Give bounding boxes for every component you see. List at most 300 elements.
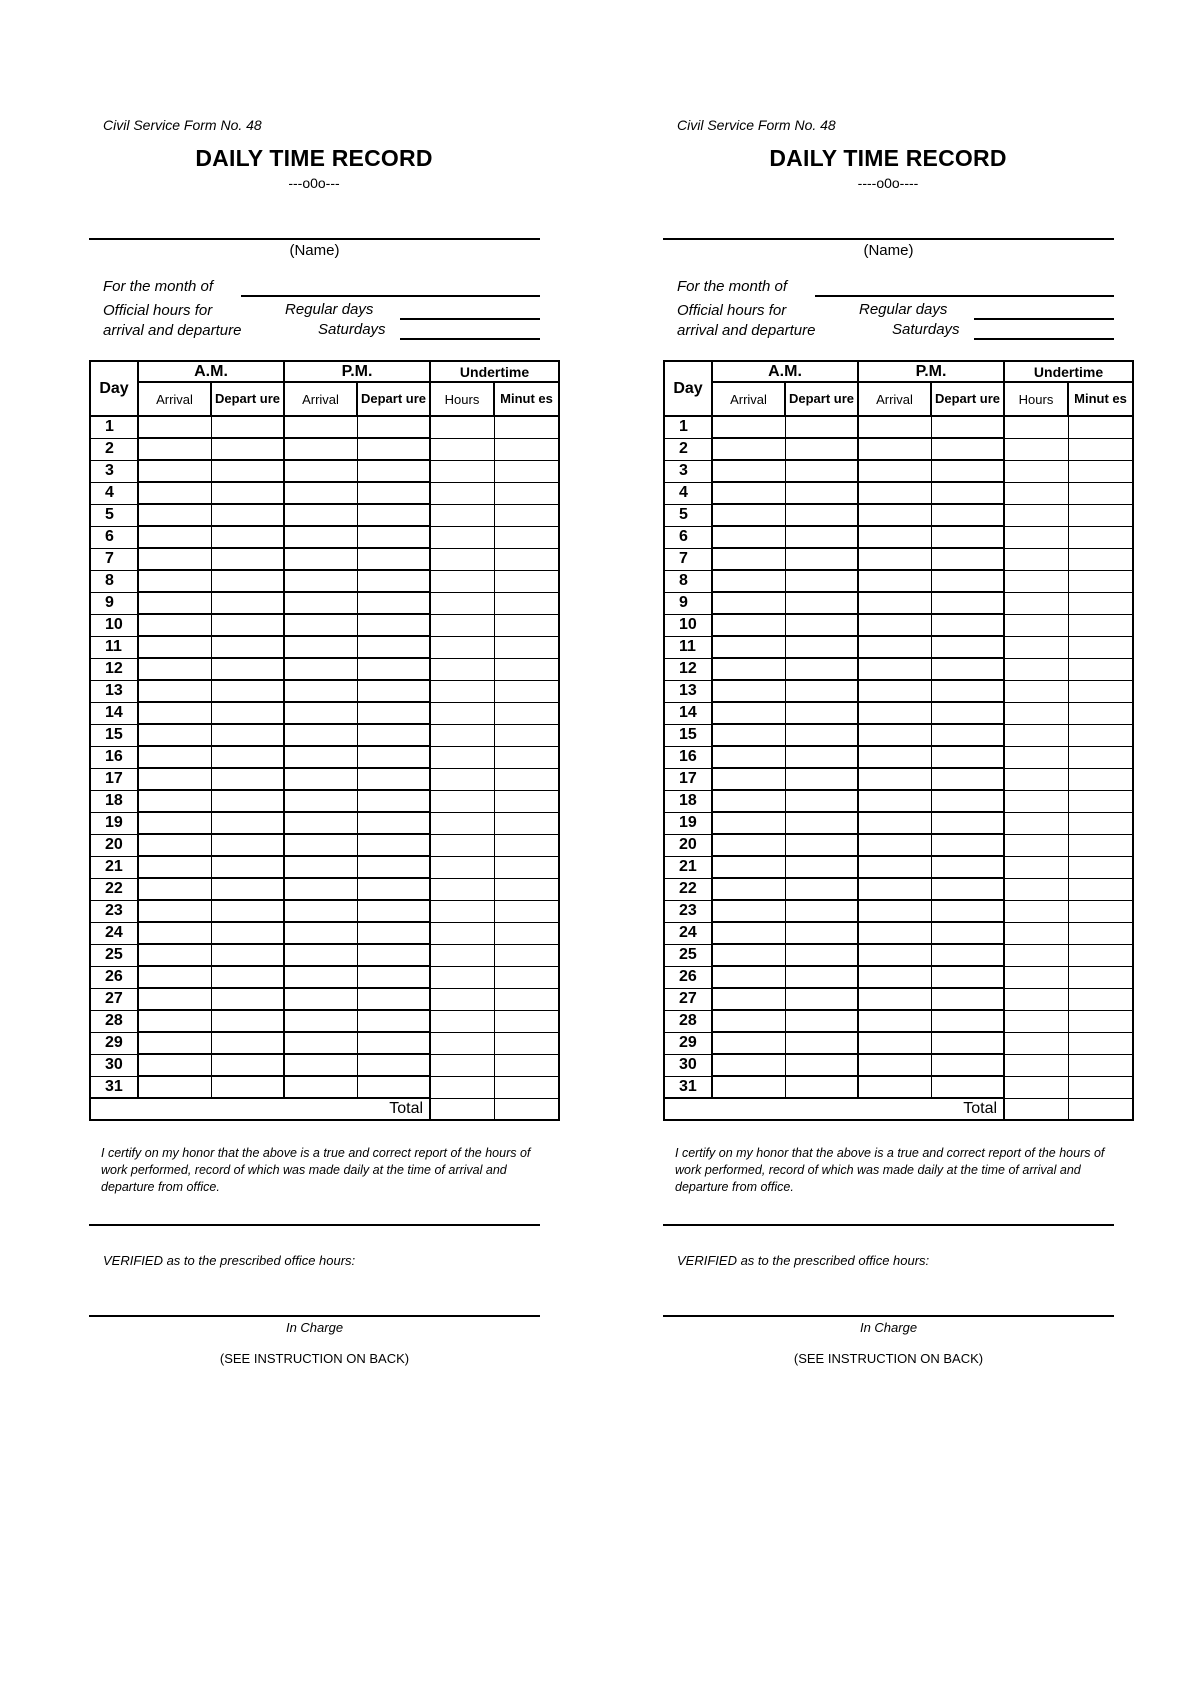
am-arrival-cell[interactable] bbox=[138, 460, 211, 482]
pm-departure-cell[interactable] bbox=[357, 614, 430, 636]
am-arrival-cell[interactable] bbox=[138, 878, 211, 900]
am-arrival-cell[interactable] bbox=[138, 614, 211, 636]
undertime-minutes-cell[interactable] bbox=[494, 922, 559, 944]
undertime-hours-cell[interactable] bbox=[430, 900, 494, 922]
signature-field[interactable] bbox=[89, 1224, 540, 1226]
undertime-hours-cell[interactable] bbox=[430, 790, 494, 812]
pm-arrival-cell[interactable] bbox=[284, 504, 357, 526]
undertime-hours-cell[interactable] bbox=[430, 856, 494, 878]
pm-departure-cell[interactable] bbox=[357, 746, 430, 768]
pm-departure-cell[interactable] bbox=[357, 570, 430, 592]
undertime-minutes-cell[interactable] bbox=[1068, 1076, 1133, 1098]
undertime-minutes-cell[interactable] bbox=[494, 526, 559, 548]
regular-days-field[interactable] bbox=[974, 318, 1114, 320]
undertime-hours-cell[interactable] bbox=[1004, 460, 1068, 482]
am-departure-cell[interactable] bbox=[211, 614, 284, 636]
undertime-minutes-cell[interactable] bbox=[494, 658, 559, 680]
undertime-hours-cell[interactable] bbox=[430, 768, 494, 790]
pm-departure-cell[interactable] bbox=[357, 856, 430, 878]
am-arrival-cell[interactable] bbox=[712, 746, 785, 768]
undertime-hours-cell[interactable] bbox=[1004, 438, 1068, 460]
am-arrival-cell[interactable] bbox=[712, 504, 785, 526]
undertime-minutes-cell[interactable] bbox=[1068, 1010, 1133, 1032]
undertime-hours-cell[interactable] bbox=[1004, 1054, 1068, 1076]
pm-departure-cell[interactable] bbox=[931, 878, 1004, 900]
undertime-minutes-cell[interactable] bbox=[494, 636, 559, 658]
am-departure-cell[interactable] bbox=[785, 680, 858, 702]
undertime-hours-cell[interactable] bbox=[430, 658, 494, 680]
am-departure-cell[interactable] bbox=[785, 812, 858, 834]
name-field[interactable] bbox=[663, 238, 1114, 240]
am-arrival-cell[interactable] bbox=[138, 724, 211, 746]
undertime-minutes-cell[interactable] bbox=[1068, 592, 1133, 614]
undertime-hours-cell[interactable] bbox=[430, 482, 494, 504]
pm-arrival-cell[interactable] bbox=[284, 526, 357, 548]
total-minutes-cell[interactable] bbox=[1068, 1098, 1133, 1120]
undertime-minutes-cell[interactable] bbox=[494, 724, 559, 746]
pm-arrival-cell[interactable] bbox=[858, 944, 931, 966]
total-hours-cell[interactable] bbox=[1004, 1098, 1068, 1120]
pm-arrival-cell[interactable] bbox=[858, 1054, 931, 1076]
undertime-minutes-cell[interactable] bbox=[494, 416, 559, 438]
undertime-minutes-cell[interactable] bbox=[1068, 724, 1133, 746]
undertime-hours-cell[interactable] bbox=[430, 944, 494, 966]
pm-arrival-cell[interactable] bbox=[858, 482, 931, 504]
pm-departure-cell[interactable] bbox=[931, 438, 1004, 460]
pm-departure-cell[interactable] bbox=[357, 988, 430, 1010]
pm-departure-cell[interactable] bbox=[357, 658, 430, 680]
pm-arrival-cell[interactable] bbox=[858, 570, 931, 592]
am-departure-cell[interactable] bbox=[785, 482, 858, 504]
am-departure-cell[interactable] bbox=[211, 746, 284, 768]
am-arrival-cell[interactable] bbox=[138, 592, 211, 614]
pm-arrival-cell[interactable] bbox=[858, 636, 931, 658]
month-field[interactable] bbox=[241, 295, 540, 297]
am-departure-cell[interactable] bbox=[211, 1032, 284, 1054]
pm-arrival-cell[interactable] bbox=[858, 746, 931, 768]
pm-departure-cell[interactable] bbox=[357, 702, 430, 724]
pm-departure-cell[interactable] bbox=[357, 438, 430, 460]
am-departure-cell[interactable] bbox=[211, 1076, 284, 1098]
am-departure-cell[interactable] bbox=[785, 592, 858, 614]
am-departure-cell[interactable] bbox=[785, 724, 858, 746]
undertime-minutes-cell[interactable] bbox=[494, 856, 559, 878]
undertime-hours-cell[interactable] bbox=[430, 680, 494, 702]
pm-departure-cell[interactable] bbox=[931, 548, 1004, 570]
am-departure-cell[interactable] bbox=[785, 1054, 858, 1076]
pm-arrival-cell[interactable] bbox=[858, 834, 931, 856]
undertime-minutes-cell[interactable] bbox=[494, 790, 559, 812]
am-departure-cell[interactable] bbox=[785, 614, 858, 636]
undertime-minutes-cell[interactable] bbox=[494, 812, 559, 834]
am-arrival-cell[interactable] bbox=[138, 790, 211, 812]
signature-field[interactable] bbox=[663, 1224, 1114, 1226]
am-departure-cell[interactable] bbox=[211, 966, 284, 988]
pm-arrival-cell[interactable] bbox=[858, 724, 931, 746]
undertime-minutes-cell[interactable] bbox=[1068, 746, 1133, 768]
am-arrival-cell[interactable] bbox=[138, 658, 211, 680]
pm-departure-cell[interactable] bbox=[357, 944, 430, 966]
undertime-hours-cell[interactable] bbox=[1004, 1010, 1068, 1032]
pm-departure-cell[interactable] bbox=[357, 900, 430, 922]
am-departure-cell[interactable] bbox=[211, 658, 284, 680]
undertime-minutes-cell[interactable] bbox=[494, 966, 559, 988]
am-departure-cell[interactable] bbox=[211, 438, 284, 460]
pm-arrival-cell[interactable] bbox=[284, 900, 357, 922]
am-arrival-cell[interactable] bbox=[712, 636, 785, 658]
am-departure-cell[interactable] bbox=[785, 636, 858, 658]
am-departure-cell[interactable] bbox=[785, 460, 858, 482]
am-arrival-cell[interactable] bbox=[138, 1032, 211, 1054]
pm-departure-cell[interactable] bbox=[931, 1076, 1004, 1098]
undertime-hours-cell[interactable] bbox=[1004, 834, 1068, 856]
undertime-hours-cell[interactable] bbox=[1004, 658, 1068, 680]
pm-arrival-cell[interactable] bbox=[284, 746, 357, 768]
pm-departure-cell[interactable] bbox=[931, 570, 1004, 592]
total-hours-cell[interactable] bbox=[430, 1098, 494, 1120]
undertime-hours-cell[interactable] bbox=[430, 416, 494, 438]
am-arrival-cell[interactable] bbox=[138, 966, 211, 988]
pm-arrival-cell[interactable] bbox=[284, 482, 357, 504]
pm-departure-cell[interactable] bbox=[931, 724, 1004, 746]
pm-arrival-cell[interactable] bbox=[284, 856, 357, 878]
am-departure-cell[interactable] bbox=[211, 988, 284, 1010]
pm-arrival-cell[interactable] bbox=[284, 438, 357, 460]
pm-arrival-cell[interactable] bbox=[858, 702, 931, 724]
am-arrival-cell[interactable] bbox=[138, 922, 211, 944]
am-arrival-cell[interactable] bbox=[138, 482, 211, 504]
am-arrival-cell[interactable] bbox=[712, 1010, 785, 1032]
am-departure-cell[interactable] bbox=[211, 724, 284, 746]
undertime-minutes-cell[interactable] bbox=[1068, 834, 1133, 856]
undertime-minutes-cell[interactable] bbox=[494, 548, 559, 570]
am-arrival-cell[interactable] bbox=[138, 636, 211, 658]
am-arrival-cell[interactable] bbox=[712, 944, 785, 966]
undertime-minutes-cell[interactable] bbox=[494, 834, 559, 856]
pm-departure-cell[interactable] bbox=[931, 812, 1004, 834]
undertime-hours-cell[interactable] bbox=[430, 812, 494, 834]
am-departure-cell[interactable] bbox=[785, 702, 858, 724]
pm-departure-cell[interactable] bbox=[931, 416, 1004, 438]
am-arrival-cell[interactable] bbox=[712, 1032, 785, 1054]
undertime-hours-cell[interactable] bbox=[430, 526, 494, 548]
undertime-hours-cell[interactable] bbox=[430, 702, 494, 724]
am-arrival-cell[interactable] bbox=[138, 900, 211, 922]
am-departure-cell[interactable] bbox=[211, 504, 284, 526]
pm-arrival-cell[interactable] bbox=[284, 724, 357, 746]
pm-departure-cell[interactable] bbox=[931, 944, 1004, 966]
undertime-hours-cell[interactable] bbox=[430, 570, 494, 592]
am-arrival-cell[interactable] bbox=[138, 570, 211, 592]
am-departure-cell[interactable] bbox=[211, 878, 284, 900]
undertime-hours-cell[interactable] bbox=[1004, 504, 1068, 526]
am-arrival-cell[interactable] bbox=[712, 1054, 785, 1076]
pm-departure-cell[interactable] bbox=[931, 790, 1004, 812]
am-departure-cell[interactable] bbox=[785, 944, 858, 966]
pm-departure-cell[interactable] bbox=[931, 504, 1004, 526]
pm-arrival-cell[interactable] bbox=[858, 790, 931, 812]
undertime-minutes-cell[interactable] bbox=[494, 570, 559, 592]
am-departure-cell[interactable] bbox=[785, 570, 858, 592]
undertime-minutes-cell[interactable] bbox=[1068, 988, 1133, 1010]
am-arrival-cell[interactable] bbox=[712, 812, 785, 834]
pm-departure-cell[interactable] bbox=[931, 988, 1004, 1010]
am-departure-cell[interactable] bbox=[785, 504, 858, 526]
am-departure-cell[interactable] bbox=[785, 900, 858, 922]
am-arrival-cell[interactable] bbox=[712, 834, 785, 856]
pm-departure-cell[interactable] bbox=[357, 548, 430, 570]
am-departure-cell[interactable] bbox=[211, 834, 284, 856]
pm-arrival-cell[interactable] bbox=[284, 966, 357, 988]
pm-departure-cell[interactable] bbox=[931, 922, 1004, 944]
pm-departure-cell[interactable] bbox=[357, 416, 430, 438]
pm-departure-cell[interactable] bbox=[357, 1076, 430, 1098]
pm-departure-cell[interactable] bbox=[357, 1032, 430, 1054]
undertime-hours-cell[interactable] bbox=[1004, 1076, 1068, 1098]
am-departure-cell[interactable] bbox=[785, 746, 858, 768]
undertime-minutes-cell[interactable] bbox=[494, 746, 559, 768]
pm-arrival-cell[interactable] bbox=[284, 548, 357, 570]
pm-arrival-cell[interactable] bbox=[284, 702, 357, 724]
pm-arrival-cell[interactable] bbox=[284, 416, 357, 438]
am-arrival-cell[interactable] bbox=[712, 878, 785, 900]
undertime-minutes-cell[interactable] bbox=[494, 614, 559, 636]
am-departure-cell[interactable] bbox=[211, 482, 284, 504]
am-arrival-cell[interactable] bbox=[138, 438, 211, 460]
undertime-hours-cell[interactable] bbox=[1004, 680, 1068, 702]
undertime-minutes-cell[interactable] bbox=[494, 900, 559, 922]
pm-arrival-cell[interactable] bbox=[858, 658, 931, 680]
undertime-hours-cell[interactable] bbox=[430, 724, 494, 746]
undertime-hours-cell[interactable] bbox=[430, 1032, 494, 1054]
am-departure-cell[interactable] bbox=[785, 438, 858, 460]
pm-departure-cell[interactable] bbox=[931, 1032, 1004, 1054]
undertime-minutes-cell[interactable] bbox=[1068, 636, 1133, 658]
undertime-hours-cell[interactable] bbox=[430, 1054, 494, 1076]
undertime-minutes-cell[interactable] bbox=[494, 988, 559, 1010]
undertime-hours-cell[interactable] bbox=[1004, 1032, 1068, 1054]
am-departure-cell[interactable] bbox=[785, 768, 858, 790]
pm-arrival-cell[interactable] bbox=[284, 790, 357, 812]
pm-arrival-cell[interactable] bbox=[858, 1010, 931, 1032]
am-arrival-cell[interactable] bbox=[138, 1010, 211, 1032]
am-departure-cell[interactable] bbox=[211, 790, 284, 812]
undertime-hours-cell[interactable] bbox=[1004, 636, 1068, 658]
am-departure-cell[interactable] bbox=[785, 856, 858, 878]
pm-departure-cell[interactable] bbox=[931, 856, 1004, 878]
am-departure-cell[interactable] bbox=[211, 1010, 284, 1032]
am-arrival-cell[interactable] bbox=[138, 416, 211, 438]
undertime-hours-cell[interactable] bbox=[430, 746, 494, 768]
pm-arrival-cell[interactable] bbox=[858, 438, 931, 460]
undertime-minutes-cell[interactable] bbox=[494, 1032, 559, 1054]
am-departure-cell[interactable] bbox=[785, 790, 858, 812]
am-arrival-cell[interactable] bbox=[712, 1076, 785, 1098]
undertime-hours-cell[interactable] bbox=[1004, 614, 1068, 636]
am-departure-cell[interactable] bbox=[785, 988, 858, 1010]
pm-arrival-cell[interactable] bbox=[284, 834, 357, 856]
undertime-minutes-cell[interactable] bbox=[494, 460, 559, 482]
pm-departure-cell[interactable] bbox=[931, 614, 1004, 636]
pm-arrival-cell[interactable] bbox=[284, 460, 357, 482]
pm-arrival-cell[interactable] bbox=[284, 636, 357, 658]
am-arrival-cell[interactable] bbox=[138, 944, 211, 966]
am-arrival-cell[interactable] bbox=[712, 460, 785, 482]
pm-arrival-cell[interactable] bbox=[858, 1032, 931, 1054]
am-departure-cell[interactable] bbox=[211, 526, 284, 548]
pm-arrival-cell[interactable] bbox=[858, 856, 931, 878]
regular-days-field[interactable] bbox=[400, 318, 540, 320]
undertime-minutes-cell[interactable] bbox=[1068, 812, 1133, 834]
am-arrival-cell[interactable] bbox=[712, 966, 785, 988]
pm-arrival-cell[interactable] bbox=[284, 812, 357, 834]
undertime-hours-cell[interactable] bbox=[430, 460, 494, 482]
pm-departure-cell[interactable] bbox=[357, 966, 430, 988]
undertime-minutes-cell[interactable] bbox=[494, 592, 559, 614]
pm-departure-cell[interactable] bbox=[357, 592, 430, 614]
pm-arrival-cell[interactable] bbox=[284, 878, 357, 900]
undertime-hours-cell[interactable] bbox=[430, 966, 494, 988]
pm-departure-cell[interactable] bbox=[357, 504, 430, 526]
undertime-minutes-cell[interactable] bbox=[494, 1054, 559, 1076]
pm-arrival-cell[interactable] bbox=[284, 592, 357, 614]
pm-arrival-cell[interactable] bbox=[858, 416, 931, 438]
undertime-hours-cell[interactable] bbox=[1004, 702, 1068, 724]
am-departure-cell[interactable] bbox=[211, 548, 284, 570]
pm-departure-cell[interactable] bbox=[931, 900, 1004, 922]
am-arrival-cell[interactable] bbox=[138, 746, 211, 768]
undertime-hours-cell[interactable] bbox=[1004, 746, 1068, 768]
undertime-minutes-cell[interactable] bbox=[494, 438, 559, 460]
undertime-hours-cell[interactable] bbox=[1004, 768, 1068, 790]
am-arrival-cell[interactable] bbox=[712, 900, 785, 922]
pm-departure-cell[interactable] bbox=[931, 482, 1004, 504]
undertime-minutes-cell[interactable] bbox=[1068, 680, 1133, 702]
undertime-hours-cell[interactable] bbox=[1004, 482, 1068, 504]
pm-departure-cell[interactable] bbox=[357, 724, 430, 746]
in-charge-signature-field[interactable] bbox=[663, 1315, 1114, 1317]
am-departure-cell[interactable] bbox=[785, 834, 858, 856]
total-minutes-cell[interactable] bbox=[494, 1098, 559, 1120]
undertime-hours-cell[interactable] bbox=[1004, 966, 1068, 988]
pm-departure-cell[interactable] bbox=[357, 526, 430, 548]
pm-departure-cell[interactable] bbox=[931, 526, 1004, 548]
undertime-hours-cell[interactable] bbox=[1004, 922, 1068, 944]
saturdays-field[interactable] bbox=[974, 338, 1114, 340]
undertime-minutes-cell[interactable] bbox=[1068, 922, 1133, 944]
undertime-hours-cell[interactable] bbox=[1004, 856, 1068, 878]
am-arrival-cell[interactable] bbox=[138, 548, 211, 570]
am-arrival-cell[interactable] bbox=[712, 658, 785, 680]
am-arrival-cell[interactable] bbox=[138, 526, 211, 548]
undertime-minutes-cell[interactable] bbox=[1068, 658, 1133, 680]
am-arrival-cell[interactable] bbox=[712, 526, 785, 548]
pm-departure-cell[interactable] bbox=[357, 1054, 430, 1076]
pm-arrival-cell[interactable] bbox=[284, 658, 357, 680]
pm-departure-cell[interactable] bbox=[357, 680, 430, 702]
undertime-minutes-cell[interactable] bbox=[494, 1076, 559, 1098]
pm-departure-cell[interactable] bbox=[931, 636, 1004, 658]
pm-arrival-cell[interactable] bbox=[858, 878, 931, 900]
am-departure-cell[interactable] bbox=[211, 1054, 284, 1076]
pm-arrival-cell[interactable] bbox=[284, 1076, 357, 1098]
undertime-hours-cell[interactable] bbox=[430, 438, 494, 460]
undertime-hours-cell[interactable] bbox=[430, 614, 494, 636]
am-arrival-cell[interactable] bbox=[138, 856, 211, 878]
undertime-minutes-cell[interactable] bbox=[494, 944, 559, 966]
undertime-minutes-cell[interactable] bbox=[1068, 548, 1133, 570]
am-departure-cell[interactable] bbox=[211, 702, 284, 724]
am-arrival-cell[interactable] bbox=[712, 614, 785, 636]
pm-arrival-cell[interactable] bbox=[858, 922, 931, 944]
am-arrival-cell[interactable] bbox=[138, 1054, 211, 1076]
undertime-minutes-cell[interactable] bbox=[1068, 900, 1133, 922]
undertime-hours-cell[interactable] bbox=[430, 988, 494, 1010]
pm-arrival-cell[interactable] bbox=[858, 988, 931, 1010]
pm-departure-cell[interactable] bbox=[357, 482, 430, 504]
am-departure-cell[interactable] bbox=[211, 856, 284, 878]
pm-departure-cell[interactable] bbox=[357, 768, 430, 790]
undertime-minutes-cell[interactable] bbox=[1068, 614, 1133, 636]
am-arrival-cell[interactable] bbox=[138, 768, 211, 790]
am-arrival-cell[interactable] bbox=[138, 504, 211, 526]
am-arrival-cell[interactable] bbox=[712, 922, 785, 944]
undertime-hours-cell[interactable] bbox=[430, 922, 494, 944]
am-departure-cell[interactable] bbox=[211, 636, 284, 658]
am-arrival-cell[interactable] bbox=[712, 702, 785, 724]
pm-arrival-cell[interactable] bbox=[858, 526, 931, 548]
am-arrival-cell[interactable] bbox=[712, 768, 785, 790]
pm-arrival-cell[interactable] bbox=[284, 1054, 357, 1076]
undertime-minutes-cell[interactable] bbox=[1068, 768, 1133, 790]
undertime-minutes-cell[interactable] bbox=[494, 702, 559, 724]
am-departure-cell[interactable] bbox=[785, 966, 858, 988]
pm-departure-cell[interactable] bbox=[931, 1054, 1004, 1076]
pm-arrival-cell[interactable] bbox=[858, 548, 931, 570]
pm-arrival-cell[interactable] bbox=[284, 680, 357, 702]
am-departure-cell[interactable] bbox=[211, 944, 284, 966]
undertime-hours-cell[interactable] bbox=[1004, 988, 1068, 1010]
am-arrival-cell[interactable] bbox=[712, 570, 785, 592]
in-charge-signature-field[interactable] bbox=[89, 1315, 540, 1317]
pm-arrival-cell[interactable] bbox=[858, 966, 931, 988]
pm-arrival-cell[interactable] bbox=[858, 900, 931, 922]
pm-departure-cell[interactable] bbox=[357, 790, 430, 812]
pm-departure-cell[interactable] bbox=[931, 680, 1004, 702]
am-arrival-cell[interactable] bbox=[138, 812, 211, 834]
pm-arrival-cell[interactable] bbox=[284, 614, 357, 636]
am-departure-cell[interactable] bbox=[211, 922, 284, 944]
undertime-minutes-cell[interactable] bbox=[494, 1010, 559, 1032]
pm-departure-cell[interactable] bbox=[931, 658, 1004, 680]
am-departure-cell[interactable] bbox=[211, 570, 284, 592]
am-arrival-cell[interactable] bbox=[712, 724, 785, 746]
pm-departure-cell[interactable] bbox=[357, 460, 430, 482]
am-arrival-cell[interactable] bbox=[138, 988, 211, 1010]
pm-arrival-cell[interactable] bbox=[858, 768, 931, 790]
pm-arrival-cell[interactable] bbox=[284, 1010, 357, 1032]
undertime-minutes-cell[interactable] bbox=[1068, 460, 1133, 482]
am-departure-cell[interactable] bbox=[211, 812, 284, 834]
am-departure-cell[interactable] bbox=[785, 878, 858, 900]
pm-arrival-cell[interactable] bbox=[858, 460, 931, 482]
am-departure-cell[interactable] bbox=[211, 460, 284, 482]
undertime-minutes-cell[interactable] bbox=[494, 482, 559, 504]
pm-departure-cell[interactable] bbox=[357, 834, 430, 856]
pm-arrival-cell[interactable] bbox=[284, 1032, 357, 1054]
pm-departure-cell[interactable] bbox=[931, 460, 1004, 482]
pm-arrival-cell[interactable] bbox=[858, 592, 931, 614]
